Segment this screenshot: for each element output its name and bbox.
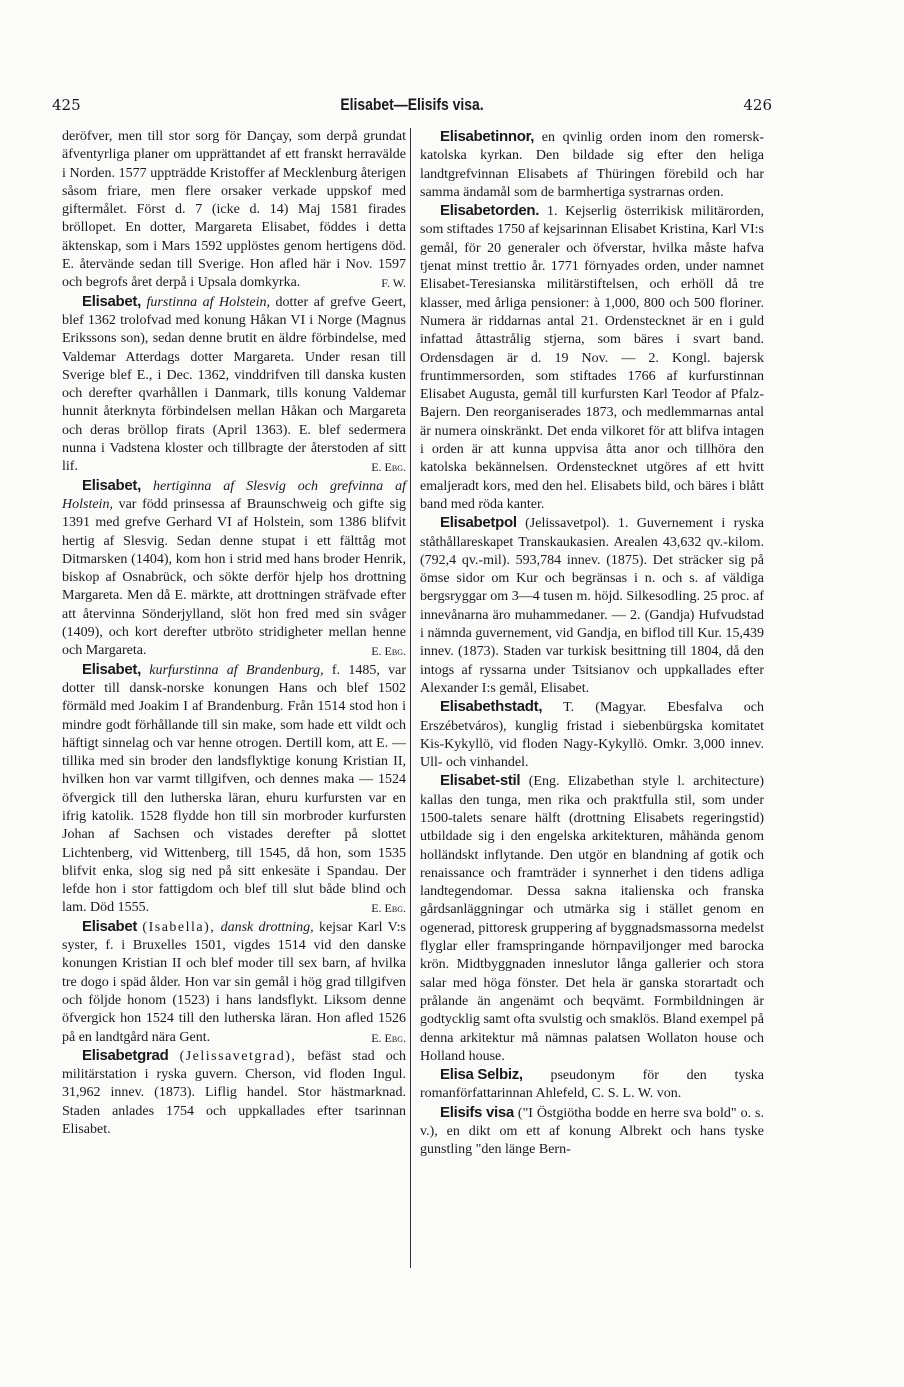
page-number-left: 425 xyxy=(52,96,81,114)
entry-text: en qvinlig orden inom den romersk-katolska kyrkan. Den bildade sig efter den heliga landtgrefvinnan Elisabets af Thüringen förebild och har samma ändamål som de barmhertiga systrarnas orden. xyxy=(420,130,764,200)
signature: E. Ebg. xyxy=(371,1030,406,1045)
column-divider xyxy=(410,128,411,1268)
headword: Elisabetgrad xyxy=(82,1046,169,1064)
page-header xyxy=(52,96,772,118)
headword: Elisabet, xyxy=(82,660,141,678)
page-number-right: 426 xyxy=(743,96,772,114)
entry-spaced: (Isabella), xyxy=(142,919,216,935)
signature: E. Ebg. xyxy=(371,644,406,659)
entry-elisabet-brandenburg xyxy=(62,661,406,918)
entry-elisa-selbiz xyxy=(420,1066,764,1104)
entry-elisabet-stil xyxy=(420,772,764,1066)
entry-continuation xyxy=(62,128,406,293)
entry-elisabet-holstein xyxy=(62,293,406,477)
headword: Elisa Selbiz, xyxy=(440,1066,523,1084)
entry-text: T. (Magyar. Ebesfalva och Erszébetváros), kunglig fristad i siebenbürgska komitatet Kis-Kykyllö, vid floden Nagy-Kykyllö. Omkr. 3,000 innev. Ull- och vinhandel. xyxy=(420,700,764,771)
headword: Elisabetorden. xyxy=(440,202,540,220)
headword: Elisabetpol xyxy=(440,514,517,532)
headword: Elisabet, xyxy=(82,292,141,310)
headword: Elisifs visa xyxy=(440,1103,514,1121)
entry-subtitle: kurfurstinna af Brandenburg, xyxy=(149,662,324,678)
entry-subtitle: hertiginna af Slesvig och grefvinna af Holstein, xyxy=(62,478,406,512)
left-column xyxy=(62,128,406,1139)
signature: E. Ebg. xyxy=(371,901,406,916)
entry-elisabethstadt xyxy=(420,698,764,772)
entry-elisabetinnor xyxy=(420,128,764,202)
running-title: Elisabet—Elisifs visa. xyxy=(340,95,484,114)
entry-text: deröfver, men till stor sorg för Dançay, som derpå grundat äfventyrliga planer om upprättandet af ett franskt herravälde i Norden. 1577 uppträdde Kristoffer af Mecklenburg återigen såsom friare, men flere orsaker verkade uppskof med giftermålet. Först d. 7 (icke d. 14) Maj 1581 firades bröllopet. En dotter, Margareta Elisabet, föddes i detta äktenskap, som i Mars 1592 upplöstes genom hertigens död. E. återvände sedan till Sverige. Hon afled här i Nov. 1597 och begrofs året derpå i Upsala domkyrka. xyxy=(62,129,406,291)
entry-text: kejsar Karl V:s syster, f. i Bruxelles 1501, vigdes 1514 vid den danske konungen Kristian II och blef moder till sex barn, af hvilka tre dogo i späd ålder. Hon var sin gemål i hög grad tillgifven och följde honom (1523) i hans landsflykt. Liksom denne öfvergick hon 1524 till den lutherska läran. Hon afled 1526 på en landtgård nära Gent. xyxy=(62,919,406,1045)
entry-text: (Jelissavetpol). 1. Guvernement i ryska ståthållareskapet Transkaukasien. Arealen 43,632 qv.-kilom. (792,4 qv.-mil). 593,784 innev. (1875). Det sträcker sig på ömse sidor om Kur och begränsas i n. och s. af väldiga bergsryggar om 3—4 tusen m. höjd. Silkesodling. 25 proc. af innevånarna äro muhammedaner. — 2. (Gandja) Hufvudstad i nämnda guvernement, vid Gandja, en biflod till Kur. 15,439 innev. (1873). Staden var turkisk besittning till 1804, då den intogs af ryssarna under Tsitsianov och uppkallades efter Alexander I:s gemål, Elisabet. xyxy=(420,516,765,696)
entry-text: pseudonym för den tyska romanförfattarinnan Ahlefeld, C. S. L. W. von. xyxy=(420,1068,764,1102)
entry-elisabetorden xyxy=(420,202,764,514)
entry-text: (Eng. Elizabethan style l. architecture) kallas den tunga, men rika och praktfulla stil, som under 1500-talets senare hälft (drottning Elisabets regeringstid) utbildade sig i den engelska arkitekturen, måhända genom holländskt inflytande. Den utgör en blandning af gotik och renaissance och framträder i synnerhet i den tidens adliga landtegendomar. Dessa sakna italienska och franska gårdsanläggningar och utmärka sig i stället genom en ogenerad, pittoresk gruppering af byggnadsmassorna medelst flyglar eller framspringande hörnpaviljonger med barocka krön. Midtbyggnaden inneslutor långa gallerier och stora salar med höga fönster. Det hela är ganska storartadt och prålande än angenämt och beqvämt. Formbildningen är godtycklig samt ofta svulstig och smaklös. Bland exempel på denna arkitektur må nämnas palatsen Wollaton house och Holland house. xyxy=(420,774,764,1064)
headword: Elisabet xyxy=(82,917,138,935)
entry-text: var född prinsessa af Braunschweig och gifte sig 1391 med grefve Gerhard VI af Holstein, som 1386 blifvit hertig af Slesvig. Sedan denne stupat i ett fälttåg mot Ditmarsken (1404), kom hon i strid med hans broder Henrik, biskop af Osnabrück, och sökte derför hjelp hos drottning Margareta. Men då E. märkte, att drottningen sträfvade efter att återvinna Sönderjylland, slöt hon fred med sin svåger (1409), och kort derefter utbröto stridigheter mellan henne och Margareta. xyxy=(62,496,406,659)
entry-elisabetgrad xyxy=(62,1047,406,1139)
entry-subtitle: furstinna af Holstein, xyxy=(146,294,270,310)
entry-elisabetpol xyxy=(420,514,764,698)
entry-text: 1. Kejserlig österrikisk militärorden, som stiftades 1750 af kejsarinnan Elisabet Kristina, Karl VI:s gemål, för 20 generaler och öfverstar, hvilka måste hafva tjenat minst trettio år. 1771 förnyades orden, under namnet Elisabet-Teresianska militärstiftelsen, och erhöll då tre klasser, med årliga pensioner: à 1,000, 800 och 500 floriner. Numera är riddarnas antal 21. Ordenstecknet är en i guld infattad åttastrålig stjerna, som bäres i svart band. Ordensdagen är d. 19 Nov. — 2. Kongl. bajersk fruntimmersorden, som stiftades 1766 af kurfurstinnan Elisabet Augusta, gemål till kurfursten Karl Teodor af Pfalz-Bajern. Den reorganiserades 1873, och medlemmarnas antal är numera oinskränkt. Det enda vilkoret för att blifva intagen i orden är att kunna uppvisa åtta anor och tillhöra den katolska bekännelsen. Ordenstecknet utgöres af ett hvitt emaljeradt kors, med den hel. Elisabets bild, och bäres i blått band med röda kanter. xyxy=(420,204,765,512)
headword: Elisabethstadt, xyxy=(440,698,543,716)
entry-text: dotter af grefve Geert, blef 1362 trolofvad med konung Håkan VI i Norge (Magnus Erikssons son), sedan denne brutit en äldre förbindelse, med Valdemar Atterdags dotter Margareta. Under resan till Sverige blef E., i Dec. 1362, vinddrifven till danska kusten och derefter qvarhållen i Danmark, tills konung Valdemar hunnit återknyta förbindelsen mellan Håkan och Margareta och deras bröllop firats (April 1363). E. blef sedermera nunna i Vadstena kloster och tillbragte der återstoden af sitt lif. xyxy=(62,294,406,475)
signature: F. W. xyxy=(381,276,406,291)
headword: Elisabetinnor, xyxy=(440,128,535,145)
entry-text: befäst stad och militärstation i ryska guvern. Cherson, vid floden Ingul. 31,962 innev. (1873). Liflig handel. Stor hästmarknad. Staden anlades 1754 och uppkallades efter tsarinnan Elisabet. xyxy=(62,1048,406,1138)
entry-elisabet-slesvig xyxy=(62,477,406,661)
entry-elisifs-visa xyxy=(420,1104,764,1160)
entry-text: f. 1485, var dotter till dansk-norske konungen Hans och blef 1502 förmäld med Joakim I af Brandenburg. Från 1514 stod hon i mindre godt förhållande till sin make, som hade ett vildt och häftigt sinnelag och var henne otrogen. Dertill kom, att E. — tillika med sin broder den landsflyktige konung Kristian II, hvilken hon var varmt tillgifven, och dennes maka — 1524 öfvergick till den lutherska läran, ehuru kurfursten var en ifrig katolik. 1528 flydde hon till sin morbroder kurfursten Johan af Sachsen och vistades derefter på slottet Lichtenberg, vid Wittenberg, till 1545, då hon, som 1535 blifvit enka, slog sig ned på sitt enkesäte i Spandau. Der lefde hon i stor fattigdom och blef till slut både blind och lam. Död 1555. xyxy=(62,662,406,916)
signature: E. Ebg. xyxy=(371,460,406,475)
entry-elisabet-isabella xyxy=(62,918,406,1047)
right-column xyxy=(420,128,764,1160)
headword: Elisabet-stil xyxy=(440,772,521,790)
entry-spaced: (Jelissavetgrad), xyxy=(179,1048,297,1064)
entry-subtitle: dansk drottning, xyxy=(220,919,314,935)
headword: Elisabet, xyxy=(82,476,141,494)
entry-text: ("I Östgiötha bodde en herre sva bold" o. s. v.), en dikt om ett af konung Albrekt och hans tyske gunstling "den länge Bern- xyxy=(420,1105,765,1158)
